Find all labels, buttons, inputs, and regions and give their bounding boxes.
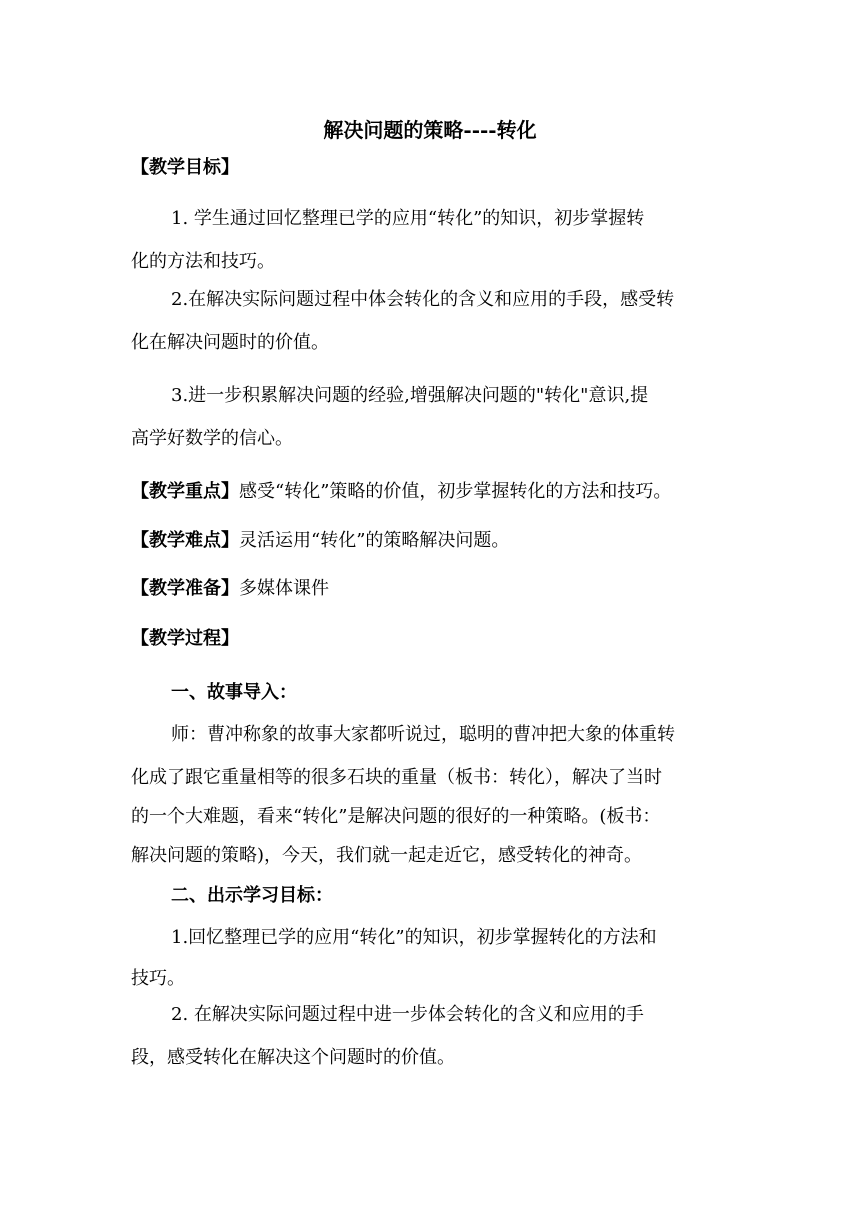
- key-point-label: 【教学重点】: [131, 481, 239, 502]
- goals-heading: 【教学目标】: [131, 157, 239, 178]
- objective-2-line-1: 2. 在解决实际问题过程中进一步体会转化的含义和应用的手: [171, 1004, 644, 1025]
- preparation-label: 【教学准备】: [131, 578, 239, 599]
- preparation: [131, 576, 329, 602]
- goal-3-line-1: 3.进一步积累解决问题的经验,增强解决问题的"转化"意识,提: [171, 385, 649, 406]
- difficulty-text: 灵活运用“转化”的策略解决问题。: [239, 530, 510, 551]
- objective-1-line-2: 技巧。: [131, 968, 185, 989]
- goal-2-line-2: 化在解决问题时的价值。: [131, 332, 329, 353]
- process-heading: 【教学过程】: [131, 628, 239, 649]
- section-1-heading: 一、故事导入：: [171, 682, 297, 703]
- key-point: [131, 479, 671, 505]
- goal-2-line-1: 2.在解决实际问题过程中体会转化的含义和应用的手段，感受转: [171, 289, 675, 310]
- goal-3-line-2: 高学好数学的信心。: [131, 428, 293, 449]
- key-point-text: 感受“转化”策略的价值，初步掌握转化的方法和技巧。: [239, 481, 672, 502]
- story-line-1: 师：曹冲称象的故事大家都听说过，聪明的曹冲把大象的体重转: [171, 724, 675, 745]
- section-2-heading: 二、出示学习目标：: [171, 885, 333, 906]
- document-title: 解决问题的策略----转化: [323, 118, 537, 142]
- objective-1-line-1: 1.回忆整理已学的应用“转化”的知识，初步掌握转化的方法和: [171, 927, 657, 948]
- difficulty-point: [131, 528, 509, 554]
- objective-2-line-2: 段，感受转化在解决这个问题时的价值。: [131, 1047, 455, 1068]
- goal-1-line-1: 1. 学生通过回忆整理已学的应用“转化”的知识，初步掌握转: [171, 208, 645, 229]
- story-line-3: 的一个大难题，看来“转化”是解决问题的很好的一种策略。(板书：: [131, 806, 661, 827]
- story-line-2: 化成了跟它重量相等的很多石块的重量（板书：转化），解决了当时: [131, 767, 662, 788]
- story-line-4: 解决问题的策略)，今天，我们就一起走近它，感受转化的神奇。: [131, 845, 643, 866]
- goal-1-line-2: 化的方法和技巧。: [131, 251, 275, 272]
- preparation-text: 多媒体课件: [239, 578, 329, 599]
- difficulty-label: 【教学难点】: [131, 530, 239, 551]
